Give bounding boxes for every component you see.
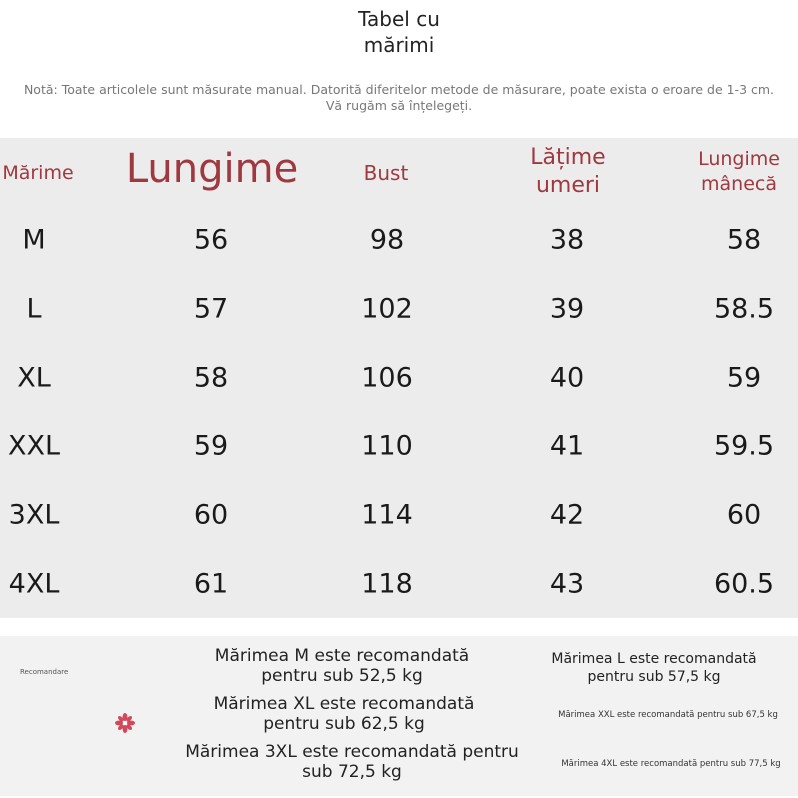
cell-bust: 110 xyxy=(361,430,413,462)
recommendation-3xl xyxy=(185,742,519,782)
cell-size: 3XL xyxy=(8,499,60,531)
header-bust: Bust xyxy=(363,161,409,185)
cell-shoulder: 40 xyxy=(549,362,585,394)
cell-bust: 118 xyxy=(361,568,413,600)
recommendation-3xl-line-1: Mărimea 3XL este recomandată pentru xyxy=(185,742,519,762)
cell-size: XXL xyxy=(7,430,61,462)
cell-shoulder: 43 xyxy=(549,568,585,600)
cell-length: 61 xyxy=(193,568,229,600)
header-shoulder-line-2: umeri xyxy=(535,173,601,198)
cell-shoulder: 41 xyxy=(549,430,585,462)
size-table xyxy=(0,138,798,618)
header-sleeve-line-2: mânecă xyxy=(701,173,777,195)
cell-bust: 102 xyxy=(361,293,413,325)
header-sleeve-length xyxy=(698,147,780,197)
cell-bust: 114 xyxy=(361,499,413,531)
flower-icon xyxy=(114,712,136,734)
header-shoulder-line-1: Lățime xyxy=(530,145,606,170)
cell-bust: 98 xyxy=(369,224,405,256)
recommendation-xl-line-2: pentru sub 62,5 kg xyxy=(263,714,425,734)
cell-shoulder: 39 xyxy=(549,293,585,325)
recommendation-panel xyxy=(0,636,798,796)
recommendation-4xl: Mărimea 4XL este recomandată pentru sub 77,5 kg xyxy=(561,759,781,769)
recommendation-xxl: Mărimea XXL este recomandată pentru sub 67,5 kg xyxy=(558,710,778,720)
recommendation-l xyxy=(551,650,756,686)
cell-sleeve: 60.5 xyxy=(713,568,775,600)
recommendation-m-line-1: Mărimea M este recomandată xyxy=(214,646,470,666)
recommendation-l-line-2: pentru sub 57,5 kg xyxy=(587,669,721,685)
cell-length: 56 xyxy=(193,224,229,256)
header-shoulder-width xyxy=(530,144,605,200)
recommendation-xl xyxy=(214,694,475,734)
cell-size: XL xyxy=(17,362,51,394)
header-length: Lungime xyxy=(125,146,299,192)
cell-length: 59 xyxy=(193,430,229,462)
cell-length: 58 xyxy=(193,362,229,394)
cell-size: L xyxy=(26,293,42,325)
title-line-2: mărimi xyxy=(363,33,435,57)
header-size: Mărime xyxy=(2,162,74,184)
cell-sleeve: 58.5 xyxy=(713,293,775,325)
recommendation-m xyxy=(215,646,469,686)
recommendation-l-line-1: Mărimea L este recomandată xyxy=(551,651,757,667)
cell-length: 57 xyxy=(193,293,229,325)
cell-sleeve: 60 xyxy=(726,499,762,531)
cell-size: 4XL xyxy=(8,568,60,600)
cell-size: M xyxy=(22,224,46,256)
cell-sleeve: 58 xyxy=(726,224,762,256)
cell-sleeve: 59.5 xyxy=(713,430,775,462)
cell-shoulder: 38 xyxy=(549,224,585,256)
cell-length: 60 xyxy=(193,499,229,531)
cell-shoulder: 42 xyxy=(549,499,585,531)
recommendation-label: Recomandare xyxy=(20,668,69,676)
recommendation-xl-line-1: Mărimea XL este recomandată xyxy=(213,694,475,714)
cell-sleeve: 59 xyxy=(726,362,762,394)
cell-bust: 106 xyxy=(361,362,413,394)
header-sleeve-line-1: Lungime xyxy=(698,148,780,170)
page-title xyxy=(0,6,798,58)
note-line-2: Vă rugăm să înțelegeți. xyxy=(325,98,473,113)
recommendation-3xl-line-2: sub 72,5 kg xyxy=(302,762,402,782)
measurement-note xyxy=(20,82,778,114)
recommendation-m-line-2: pentru sub 52,5 kg xyxy=(261,666,423,686)
note-line-1: Notă: Toate articolele sunt măsurate manual. Datorită diferitelor metode de măsurare, poate exista o eroare de 1-3 cm. xyxy=(23,82,775,97)
title-line-1: Tabel cu xyxy=(358,7,440,31)
